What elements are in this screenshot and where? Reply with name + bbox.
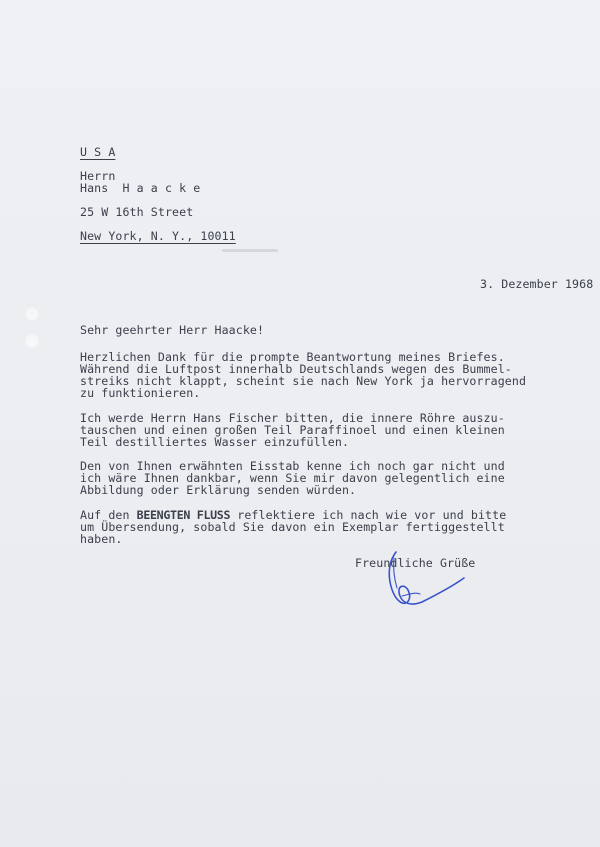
recipient-country: U S A bbox=[80, 145, 116, 159]
text-line: Herzlichen Dank für die prompte Beantwortung meines Briefes. bbox=[80, 350, 505, 364]
recipient-street: 25 W 16th Street bbox=[80, 205, 194, 219]
text-line: Den von Ihnen erwähnten Eisstab kenne ich noch gar nicht und bbox=[80, 459, 505, 473]
letter-date: 3. Dezember 1968 bbox=[480, 277, 594, 291]
text-line: ich wäre Ihnen dankbar, wenn Sie mir davon gelegentlich eine bbox=[80, 471, 505, 485]
text-line: haben. bbox=[80, 532, 123, 546]
text-line: Teil destilliertes Wasser einzufüllen. bbox=[80, 435, 350, 449]
text-line: tauschen und einen großen Teil Paraffinoel und einen kleinen bbox=[80, 423, 505, 437]
text-line: Während die Luftpost innerhalb Deutschlands wegen des Bummel- bbox=[80, 362, 512, 376]
text-line: Ich werde Herrn Hans Fischer bitten, die innere Röhre auszu- bbox=[80, 411, 505, 425]
artwork-title: BEENGTEN FLUSS bbox=[136, 508, 231, 522]
text-line: Abbildung oder Erklärung senden würden. bbox=[80, 483, 357, 497]
recipient-name: Hans H a a c k e bbox=[80, 181, 201, 195]
text-fragment: Auf den bbox=[80, 508, 137, 522]
ink-smudge bbox=[222, 249, 278, 252]
letter-greeting: Sehr geehrter Herr Haacke! bbox=[80, 323, 265, 337]
letter-closing: Freundliche Grüße bbox=[355, 556, 476, 570]
text-line: um Übersendung, sobald Sie davon ein Exemplar fertiggestellt bbox=[80, 520, 505, 534]
text-line: streiks nicht klappt, scheint sie nach New York ja hervorragend bbox=[80, 374, 527, 388]
text-fragment: reflektiere ich nach wie vor und bitte bbox=[230, 508, 507, 522]
recipient-city: New York, N. Y., 10011 bbox=[80, 229, 236, 243]
text-line: zu funktionieren. bbox=[80, 386, 201, 400]
recipient-salutation: Herrn bbox=[80, 169, 116, 183]
punch-hole bbox=[25, 307, 39, 321]
punch-hole bbox=[25, 334, 39, 348]
handwritten-signature bbox=[360, 548, 470, 618]
